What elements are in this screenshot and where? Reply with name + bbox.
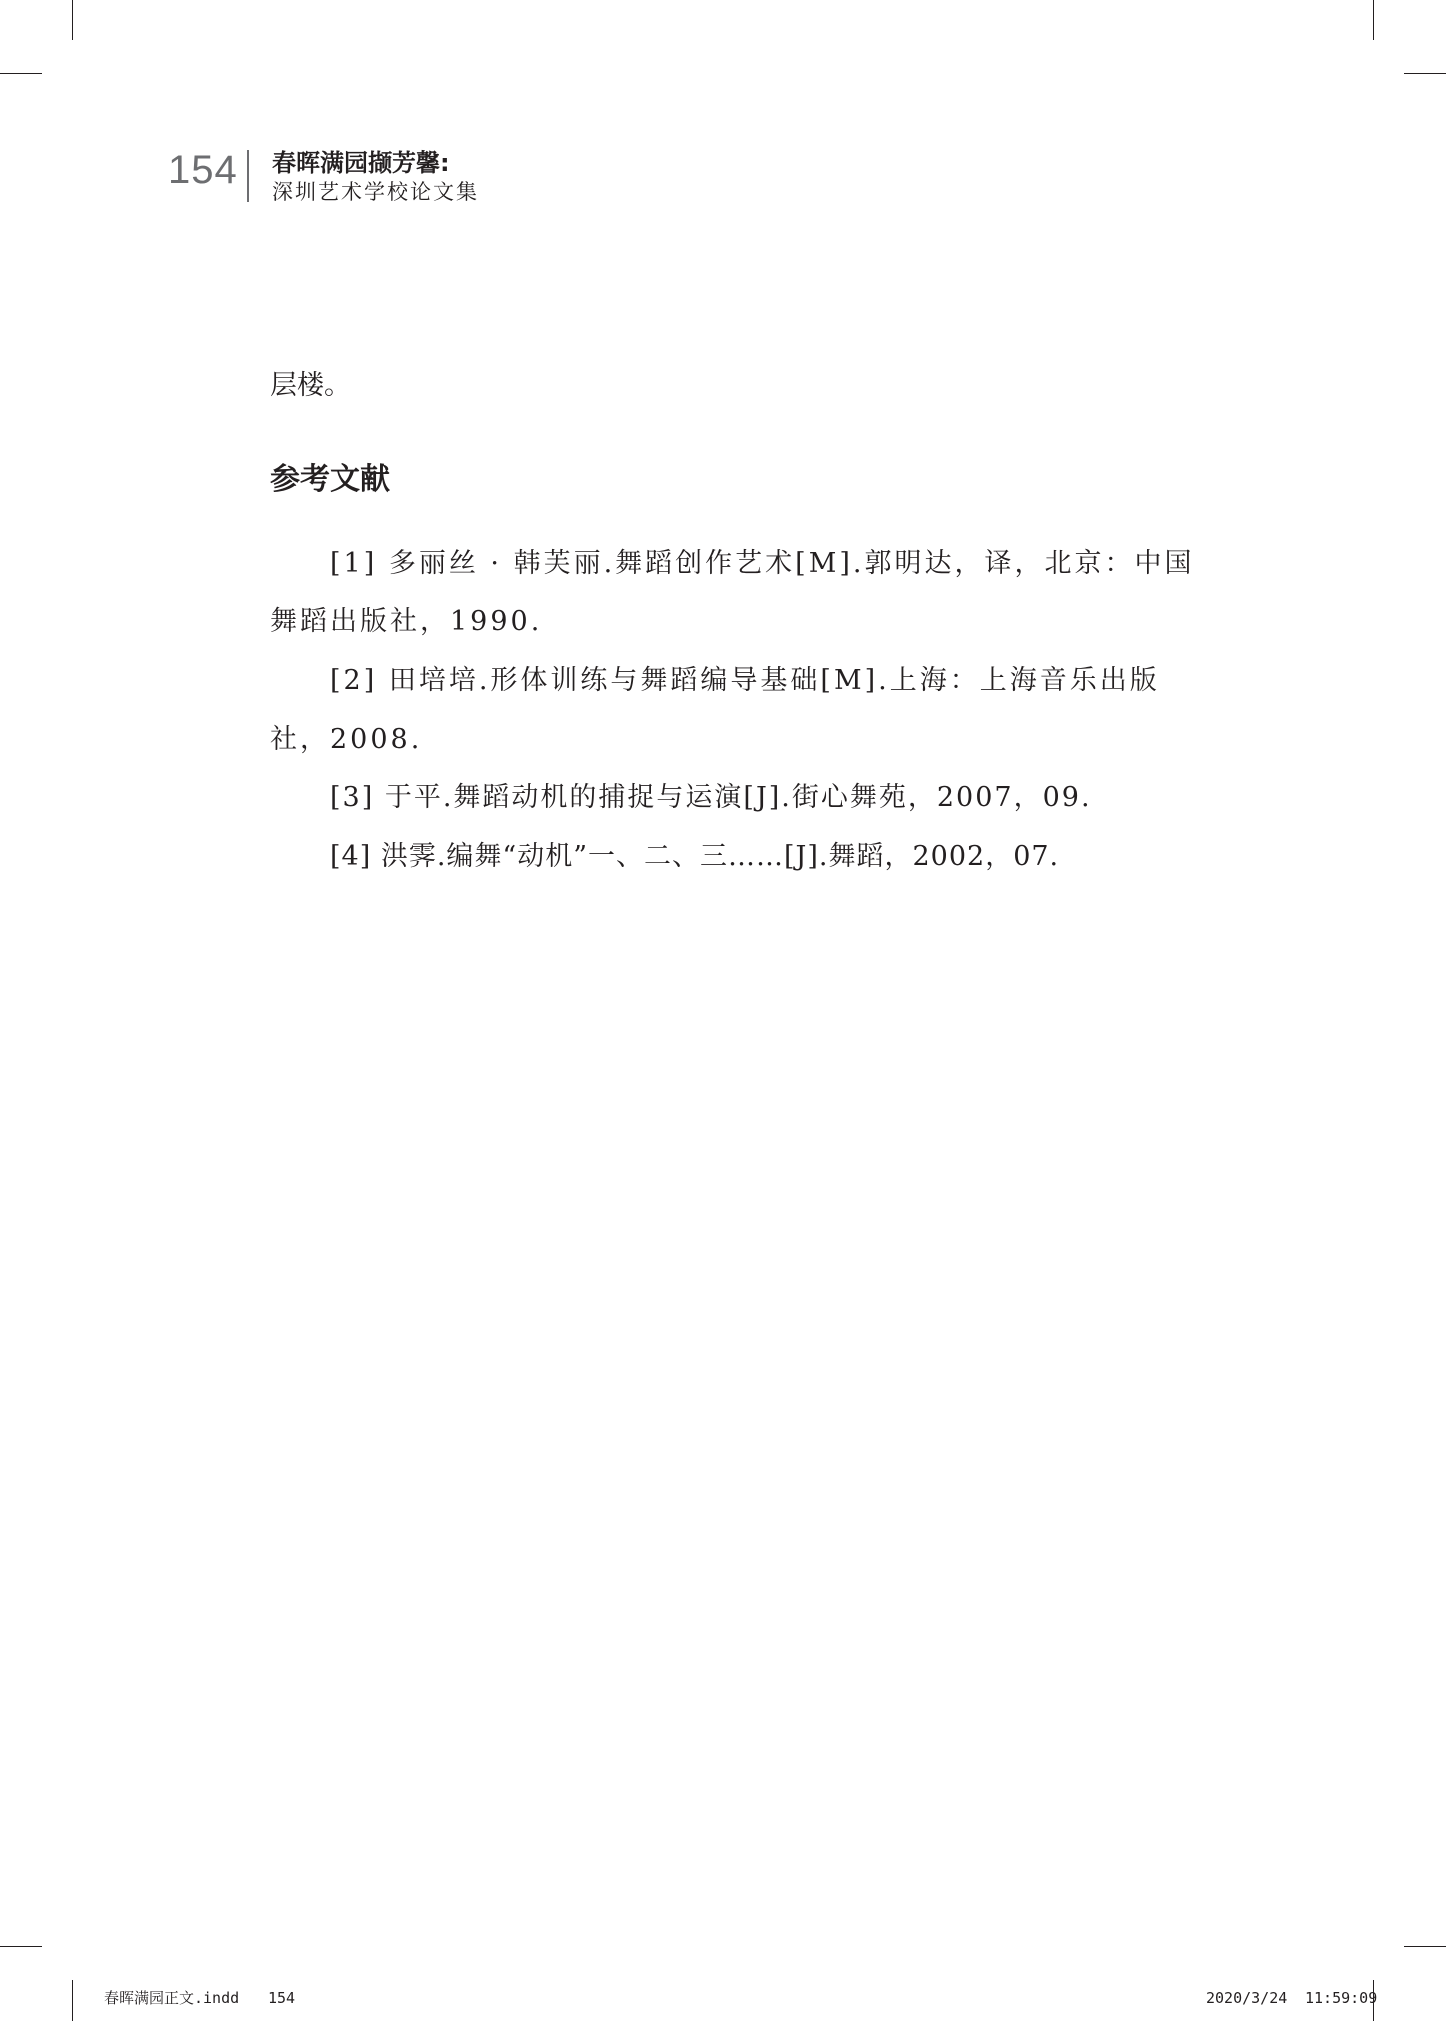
book-subtitle: 深圳艺术学校论文集 [272,180,479,204]
footer-filename: 春晖满园正文.indd [104,1989,240,2007]
crop-mark-bottom-left-horizontal [0,1946,42,1947]
reference-1-line-1: [1] 多丽丝 · 韩芙丽.舞蹈创作艺术[M].郭明达，译，北京：中国 [330,548,1195,579]
crop-mark-top-right-horizontal [1404,73,1446,74]
footer-page: 154 [268,1989,296,2007]
continuation-text: 层楼。 [270,370,351,401]
crop-mark-top-right-vertical [1373,0,1374,40]
references-heading: 参考文献 [270,462,390,497]
reference-2-line-2: 社，2008. [270,724,423,755]
crop-mark-top-left-vertical [72,0,73,40]
header-divider [247,150,249,202]
crop-mark-top-left-horizontal [0,73,42,74]
reference-4-line-1: [4] 洪霁.编舞“动机”一、二、三……[J].舞蹈，2002，07. [330,841,1060,872]
book-title: 春晖满园撷芳馨: [272,149,450,177]
crop-mark-bottom-right-horizontal [1404,1946,1446,1947]
reference-1-line-2: 舞蹈出版社，1990. [270,606,543,637]
page-number: 154 [168,148,238,192]
footer-time: 11:59:09 [1305,1989,1378,2007]
crop-mark-bottom-left-vertical [72,1980,73,2021]
reference-2-line-1: [2] 田培培.形体训练与舞蹈编导基础[M].上海：上海音乐出版 [330,665,1160,696]
reference-3-line-1: [3] 于平.舞蹈动机的捕捉与运演[J].街心舞苑，2007，09. [330,782,1092,813]
footer-date: 2020/3/24 [1206,1989,1288,2007]
